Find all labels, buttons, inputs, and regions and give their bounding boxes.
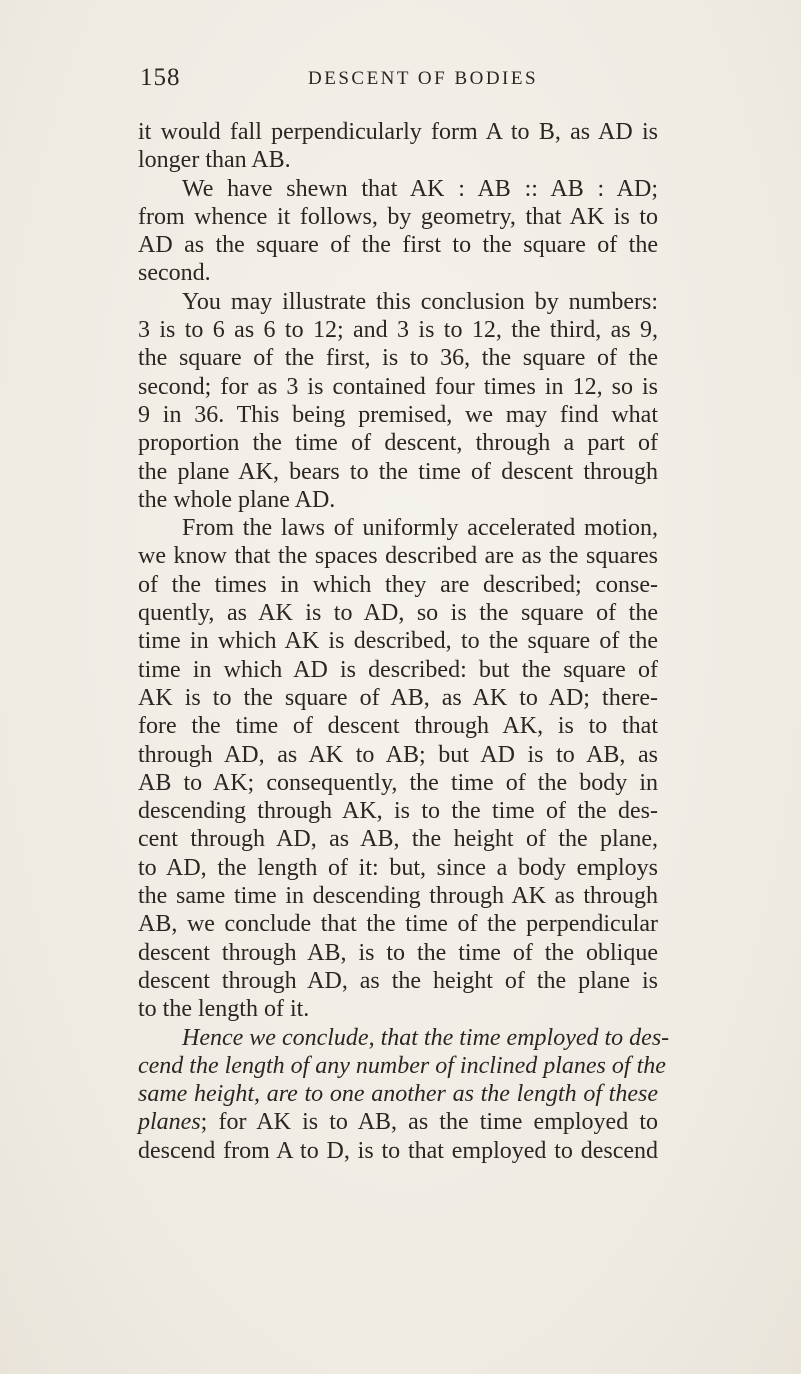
text-line: we know that the spaces described are as the squares: [138, 543, 658, 570]
text-line: second.: [138, 260, 211, 287]
text-line: to AD, the length of it: but, since a body employs: [138, 854, 658, 881]
text-line: same height, are to one another as the length of these: [138, 1081, 658, 1108]
text-line: cent through AD, as AB, the height of the plane,: [138, 826, 658, 853]
text-line: 3 is to 6 as 6 to 12; and 3 is to 12, the third, as 9,: [138, 317, 658, 344]
text-line: second; for as 3 is contained four times in 12, so is: [138, 373, 658, 400]
text-line: of the times in which they are described; conse-: [138, 571, 658, 598]
text-line: quently, as AK is to AD, so is the square of the: [138, 600, 658, 627]
text-line: descend from A to D, is to that employed to descend: [138, 1137, 658, 1164]
text-line: descent through AB, is to the time of the oblique: [138, 939, 658, 966]
text-line: time in which AD is described: but the square of: [138, 656, 658, 683]
text-line: descent through AD, as the height of the plane is: [138, 967, 658, 994]
page-number: 158: [140, 64, 181, 91]
text-line: the whole plane AD.: [138, 486, 336, 513]
italic-segment: planes: [138, 1109, 201, 1136]
text-line: proportion the time of descent, through a part of: [138, 430, 658, 457]
text-line: [138, 1108, 658, 1136]
text-line: time in which AK is described, to the square of the: [138, 628, 658, 655]
text-line: From the laws of uniformly accelerated motion,: [182, 515, 658, 542]
running-head: [140, 64, 660, 104]
body-text: [138, 118, 670, 1165]
text-line: cend the length of any number of inclined planes of the: [138, 1052, 666, 1079]
text-line: the same time in descending through AK as through: [138, 883, 658, 910]
text-line: longer than AB.: [138, 147, 291, 174]
text-line: AB to AK; consequently, the time of the body in: [138, 769, 658, 796]
text-line: You may illustrate this conclusion by numbers:: [182, 288, 658, 315]
text-line: the square of the first, is to 36, the square of the: [138, 345, 658, 372]
text-line: AB, we conclude that the time of the perpendicular: [138, 911, 658, 938]
text-line: from whence it follows, by geometry, that AK is to: [138, 203, 658, 230]
text-line: AD as the square of the first to the square of the: [138, 232, 658, 259]
text-line: Hence we conclude, that the time employed to des-: [182, 1024, 670, 1051]
text-line: 9 in 36. This being premised, we may find what: [138, 401, 658, 428]
text-line: fore the time of descent through AK, is to that: [138, 713, 658, 740]
text-line: We have shewn that AK : AB :: AB : AD;: [182, 175, 658, 202]
text-line: descending through AK, is to the time of the des-: [138, 798, 658, 825]
roman-segment: ; for AK is to AB, as the time employed to: [200, 1109, 658, 1136]
text-line: it would fall perpendicularly form A to B, as AD is: [138, 119, 658, 145]
text-line: to the length of it.: [138, 996, 310, 1023]
text-line: through AD, as AK to AB; but AD is to AB, as: [138, 741, 658, 768]
running-title: DESCENT OF BODIES: [308, 68, 539, 89]
text-line: the plane AK, bears to the time of descent through: [138, 458, 658, 485]
text-line: AK is to the square of AB, as AK to AD; there-: [138, 684, 658, 711]
